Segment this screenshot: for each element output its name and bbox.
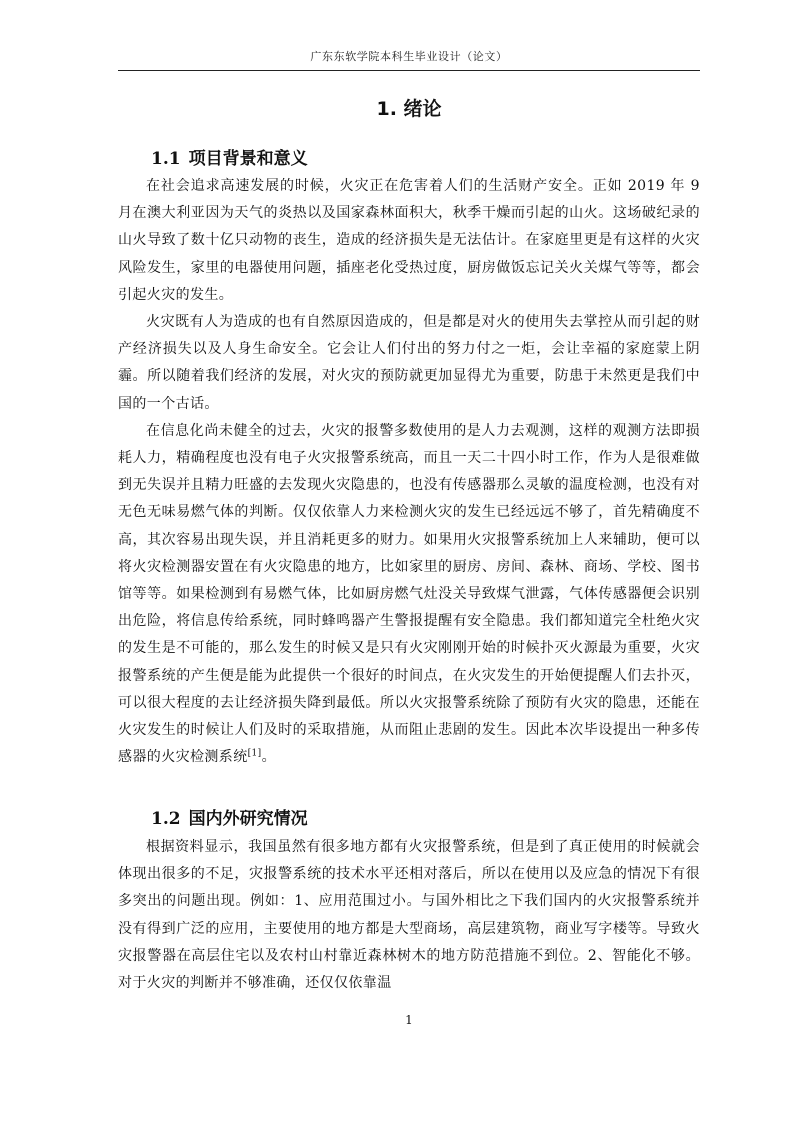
section-heading-1-2 [151,807,308,831]
section-1-1-body [118,173,700,771]
section-title-text: 国内外研究情况 [188,809,308,829]
body-paragraph: 火灾既有人为造成的也有自然原因造成的，但是都是对火的使用失去掌控从而引起的财产经济损失以及人身生命安全。它会让人们付出的努力付之一炬，会让幸福的家庭蒙上阴霾。所以随着我们经济的发展，对火灾的预防就更加显得尤为重要，防患于未然更是我们中国的一个古话。 [118,314,700,412]
page-number: 1 [405,1013,413,1027]
section-title-text: 项目背景和意义 [188,149,308,169]
body-paragraph: 根据资料显示，我国虽然有很多地方都有火灾报警系统，但是到了真正使用的时候就会体现出很多的不足，灾报警系统的技术水平还相对落后，所以在使用以及应急的情况下有很多突出的问题出现。例如：1、应用范围过小。与国外相比之下我们国内的火灾报警系统并没有得到广泛的应用，主要使用的地方都是大型商场，高层建筑物，商业写字楼等。导致火灾报警器在高层住宅以及农村山村靠近森林树木的地方防范措施不到位。2、智能化不够。对于火灾的判断并不够准确，还仅仅依靠温 [118,839,700,992]
body-paragraph: 在社会追求高速发展的时候，火灾正在危害着人们的生活财产安全。正如 2019 年 9 月在澳大利亚因为天气的炎热以及国家森林面积大，秋季干燥而引起的山火。这场破纪录的山火导致了数十亿只动物的丧生，造成的经济损失是无法估计。在家庭里更是有这样的火灾风险发生，家里的电器使用问题，插座老化受热过度，厨房做饭忘记关火关煤气等等，都会引起火灾的发生。 [118,178,700,303]
section-1-2-body [118,834,700,997]
section-heading-1-1 [151,147,308,171]
paragraph-end-punct: 。 [261,749,276,766]
running-header: 广东东软学院本科生毕业设计（论文） [310,50,508,63]
section-number: 1.2 [151,809,181,829]
body-paragraph [118,418,700,772]
chapter-title: 1. 绪论 [376,98,442,120]
section-number: 1.1 [151,149,181,169]
paragraph-text: 在信息化尚未健全的过去，火灾的报警多数使用的是人力去观测，这样的观测方法即损耗人力，精确程度也没有电子火灾报警系统高，而且一天二十四小时工作，作为人是很难做到无失误并且精力旺盛的去发现火灾隐患的，也没有传感器那么灵敏的温度检测，也没有对无色无味易燃气体的判断。仅仅依靠人力来检测火灾的发生已经远远不够了，首先精确度不高，其次容易出现失误，并且消耗更多的财力。如果用火灾报警系统加上人来辅助，便可以将火灾检测器安置在有火灾隐患的地方，比如家里的厨房、房间、森林、商场、学校、图书馆等等。如果检测到有易燃气体，比如厨房燃气灶没关导致煤气泄露，气体传感器便会识别出危险，将信息传给系统，同时蜂鸣器产生警报提醒有安全隐患。我们都知道完全杜绝火灾的发生是不可能的，那么发生的时候又是只有火灾刚刚开始的时候扑灭火源最为重要，火灾报警系统的产生便是能为此提供一个很好的时间点，在火灾发生的开始便提醒人们去扑灭，可以很大程度的去让经济损失降到最低。所以火灾报警系统除了预防有火灾的隐患，还能在火灾发生的时候让人们及时的采取措施，从而阻止悲剧的发生。因此本次毕设提出一种多传感器的火灾检测系统 [118,422,700,766]
citation-marker: [1] [247,748,262,759]
header-rule [118,70,700,71]
